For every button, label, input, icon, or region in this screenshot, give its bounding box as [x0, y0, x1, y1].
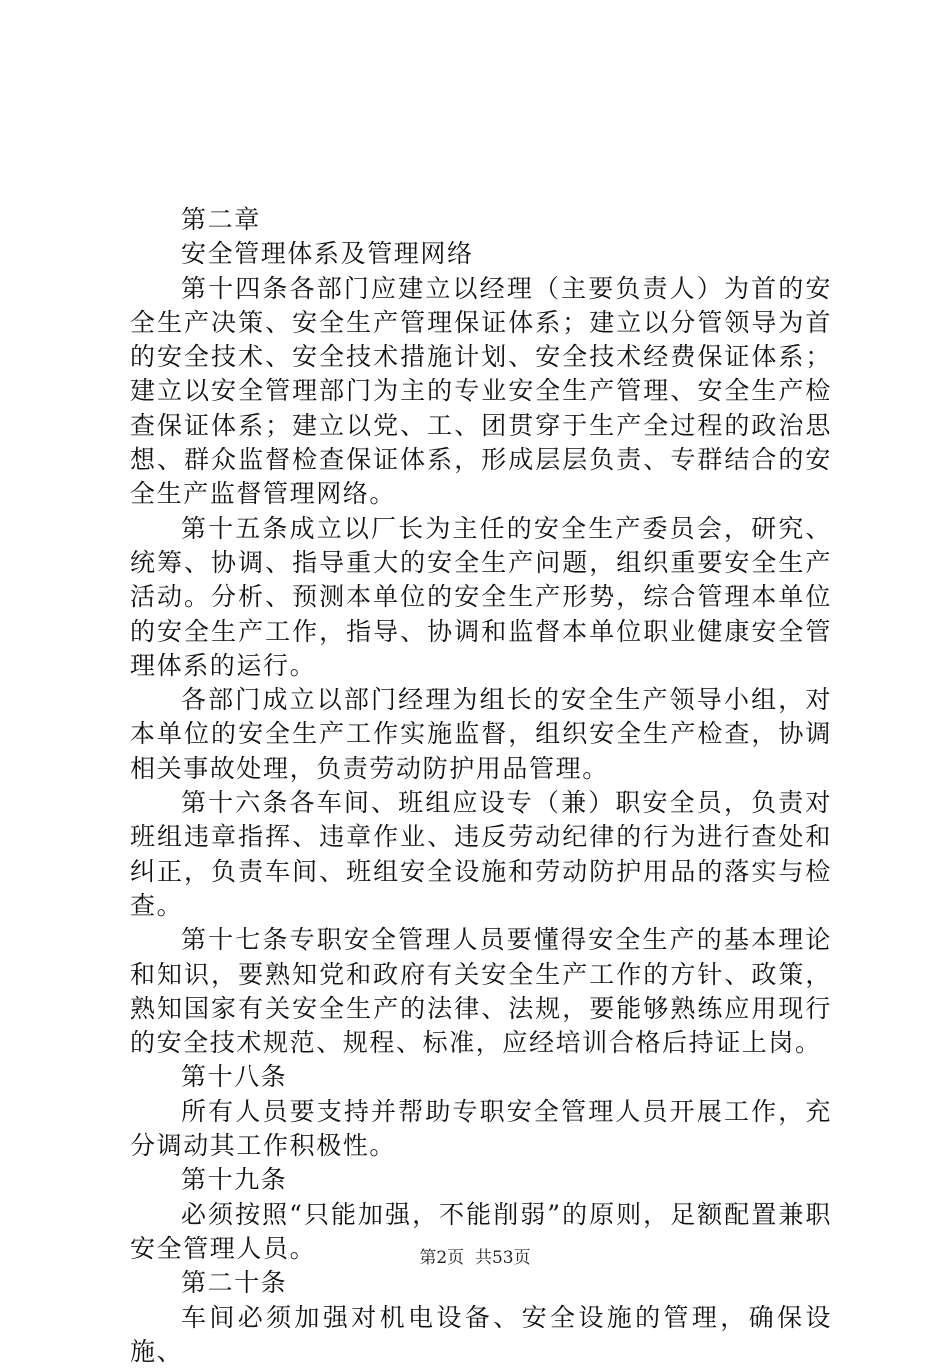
- document-body: [130, 203, 832, 1369]
- page-number-label: 第2页 共53页: [419, 1248, 530, 1268]
- article-17-paragraph: 第十七条专职安全管理人员要懂得安全生产的基本理论和知识，要熟知党和政府有关安全生产工作的方针、政策，熟知国家有关安全生产的法律、法规，要能够熟练应用现行的安全技术规范、规程、标准，应经培训合格后持证上岗。: [130, 923, 832, 1060]
- article-18-heading: 第十八条: [130, 1060, 832, 1094]
- article-15-paragraph: 第十五条成立以厂长为主任的安全生产委员会，研究、统筹、协调、指导重大的安全生产问题，组织重要安全生产活动。分析、预测本单位的安全生产形势，综合管理本单位的安全生产工作，指导、协调和监督本单位职业健康安全管理体系的运行。: [130, 512, 832, 683]
- article-19-heading: 第十九条: [130, 1163, 832, 1197]
- article-19-paragraph: 必须按照“只能加强，不能削弱”的原则，足额配置兼职安全管理人员。: [130, 1198, 832, 1267]
- page-footer: [0, 1243, 950, 1268]
- article-16-paragraph: 第十六条各车间、班组应设专（兼）职安全员，负责对班组违章指挥、违章作业、违反劳动纪律的行为进行查处和纠正，负责车间、班组安全设施和劳动防护用品的落实与检查。: [130, 786, 832, 923]
- chapter-title: 安全管理体系及管理网络: [130, 237, 832, 271]
- article-18-paragraph: 所有人员要支持并帮助专职安全管理人员开展工作，充分调动其工作积极性。: [130, 1095, 832, 1164]
- article-20-heading: 第二十条: [130, 1266, 832, 1300]
- department-leadership-paragraph: 各部门成立以部门经理为组长的安全生产领导小组，对本单位的安全生产工作实施监督，组织安全生产检查，协调相关事故处理，负责劳动防护用品管理。: [130, 683, 832, 786]
- article-14-paragraph: 第十四条各部门应建立以经理（主要负责人）为首的安全生产决策、安全生产管理保证体系；建立以分管领导为首的安全技术、安全技术措施计划、安全技术经费保证体系；建立以安全管理部门为主的专业安全生产管理、安全生产检查保证体系；建立以党、工、团贯穿于生产全过程的政治思想、群众监督检查保证体系，形成层层负责、专群结合的安全生产监督管理网络。: [130, 272, 832, 512]
- article-20-paragraph: 车间必须加强对机电设备、安全设施的管理，确保设施、: [130, 1301, 832, 1369]
- chapter-heading: 第二章: [130, 203, 832, 237]
